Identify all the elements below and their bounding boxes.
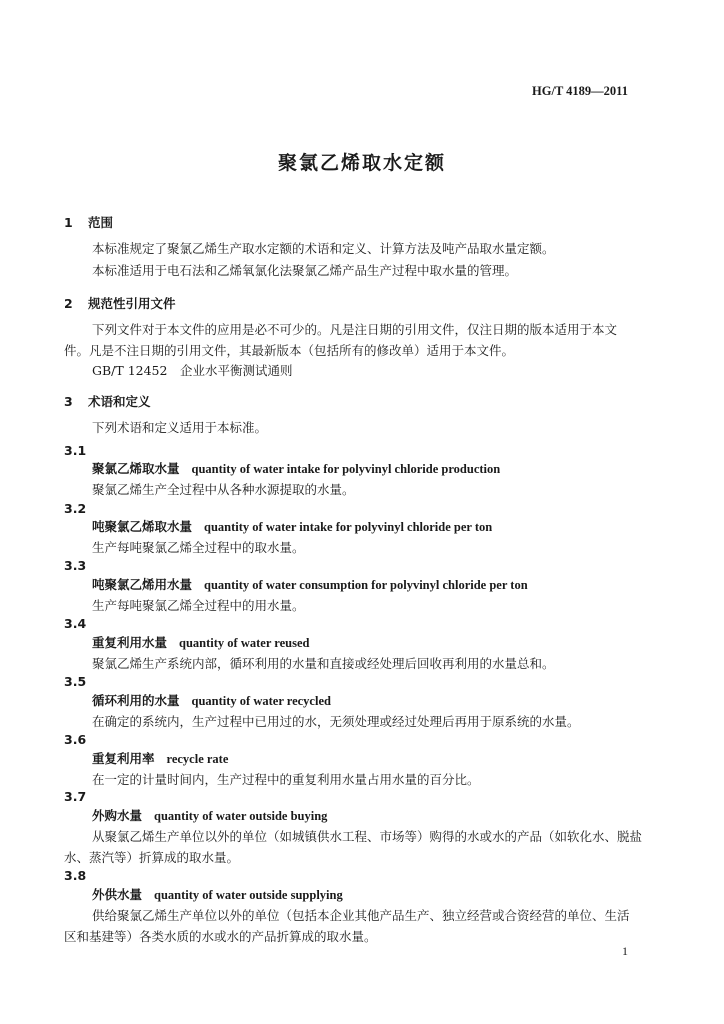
term-chinese: 聚氯乙烯取水量 [92, 461, 180, 476]
term-heading [92, 633, 309, 651]
term-english: quantity of water recycled [191, 694, 331, 708]
term-heading [92, 749, 228, 767]
term-english: quantity of water outside supplying [154, 888, 343, 902]
term-heading [92, 459, 500, 477]
term-number: 3.7 [64, 789, 87, 804]
scope-paragraph-2: 本标准适用于电石法和乙烯氧氯化法聚氯乙烯产品生产过程中取水量的管理。 [92, 263, 518, 278]
term-english: quantity of water intake for polyvinyl chloride production [191, 462, 501, 476]
references-paragraph-line-2: 件。凡是不注日期的引用文件，其最新版本（包括所有的修改单）适用于本文件。 [64, 343, 515, 358]
term-chinese: 外购水量 [92, 808, 143, 823]
term-english: quantity of water consumption for polyvinyl chloride per ton [204, 578, 528, 592]
section-number: 1 [64, 215, 73, 230]
scope-paragraph-1: 本标准规定了聚氯乙烯生产取水定额的术语和定义、计算方法及吨产品取水量定额。 [92, 241, 555, 256]
term-definition-continued: 区和基建等）各类水质的水或水的产品折算成的取水量。 [64, 929, 377, 944]
section-number: 3 [64, 394, 73, 409]
term-chinese: 外供水量 [92, 887, 143, 902]
term-chinese: 重复利用率 [92, 751, 155, 766]
term-definition: 在一定的计量时间内，生产过程中的重复利用水量占用水量的百分比。 [92, 772, 480, 787]
term-number: 3.8 [64, 868, 87, 883]
term-number: 3.1 [64, 443, 87, 458]
term-heading [92, 691, 331, 709]
term-english: recycle rate [166, 752, 229, 766]
term-chinese: 吨聚氯乙烯用水量 [92, 577, 193, 592]
term-number: 3.5 [64, 674, 87, 689]
term-definition: 生产每吨聚氯乙烯全过程中的用水量。 [92, 598, 305, 613]
section-heading-scope [64, 213, 113, 231]
term-definition-continued: 水、蒸汽等）折算成的取水量。 [64, 850, 240, 865]
section-heading-terms [64, 392, 151, 410]
term-english: quantity of water outside buying [154, 809, 328, 823]
term-heading [92, 517, 492, 535]
section-title: 术语和定义 [88, 394, 151, 409]
section-title: 范围 [88, 215, 114, 230]
standard-code: HG/T 4189—2011 [532, 84, 628, 98]
term-definition: 聚氯乙烯生产全过程中从各种水源提取的水量。 [92, 482, 355, 497]
page-number: 1 [622, 944, 628, 958]
term-definition: 在确定的系统内，生产过程中已用过的水，无须处理或经过处理后再用于原系统的水量。 [92, 714, 580, 729]
term-chinese: 重复利用水量 [92, 635, 168, 650]
section-title: 规范性引用文件 [88, 296, 176, 311]
term-heading [92, 575, 528, 593]
term-chinese: 循环利用的水量 [92, 693, 180, 708]
term-definition: 从聚氯乙烯生产单位以外的单位（如城镇供水工程、市场等）购得的水或水的产品（如软化水、脱盐 [92, 829, 643, 844]
term-heading [92, 885, 343, 903]
term-number: 3.4 [64, 616, 87, 631]
term-number: 3.6 [64, 732, 87, 747]
term-number: 3.3 [64, 558, 87, 573]
term-definition: 聚氯乙烯生产系统内部，循环利用的水量和直接或经处理后回收再利用的水量总和。 [92, 656, 555, 671]
document-title: 聚氯乙烯取水定额 [277, 152, 446, 174]
references-paragraph-line-1: 下列文件对于本文件的应用是必不可少的。凡是注日期的引用文件，仅注日期的版本适用于本文 [92, 322, 618, 337]
term-chinese: 吨聚氯乙烯取水量 [92, 519, 193, 534]
term-english: quantity of water intake for polyvinyl chloride per ton [204, 520, 493, 534]
section-heading-normative-references [64, 294, 176, 312]
term-heading [92, 806, 327, 824]
terms-intro: 下列术语和定义适用于本标准。 [92, 420, 268, 435]
term-english: quantity of water reused [179, 636, 310, 650]
term-definition: 供给聚氯乙烯生产单位以外的单位（包括本企业其他产品生产、独立经营或合资经营的单位、生活 [92, 908, 630, 923]
term-definition: 生产每吨聚氯乙烯全过程中的取水量。 [92, 540, 305, 555]
reference-gbt-12452: GB/T 12452 企业水平衡测试通则 [92, 363, 293, 378]
term-number: 3.2 [64, 501, 87, 516]
section-number: 2 [64, 296, 73, 311]
